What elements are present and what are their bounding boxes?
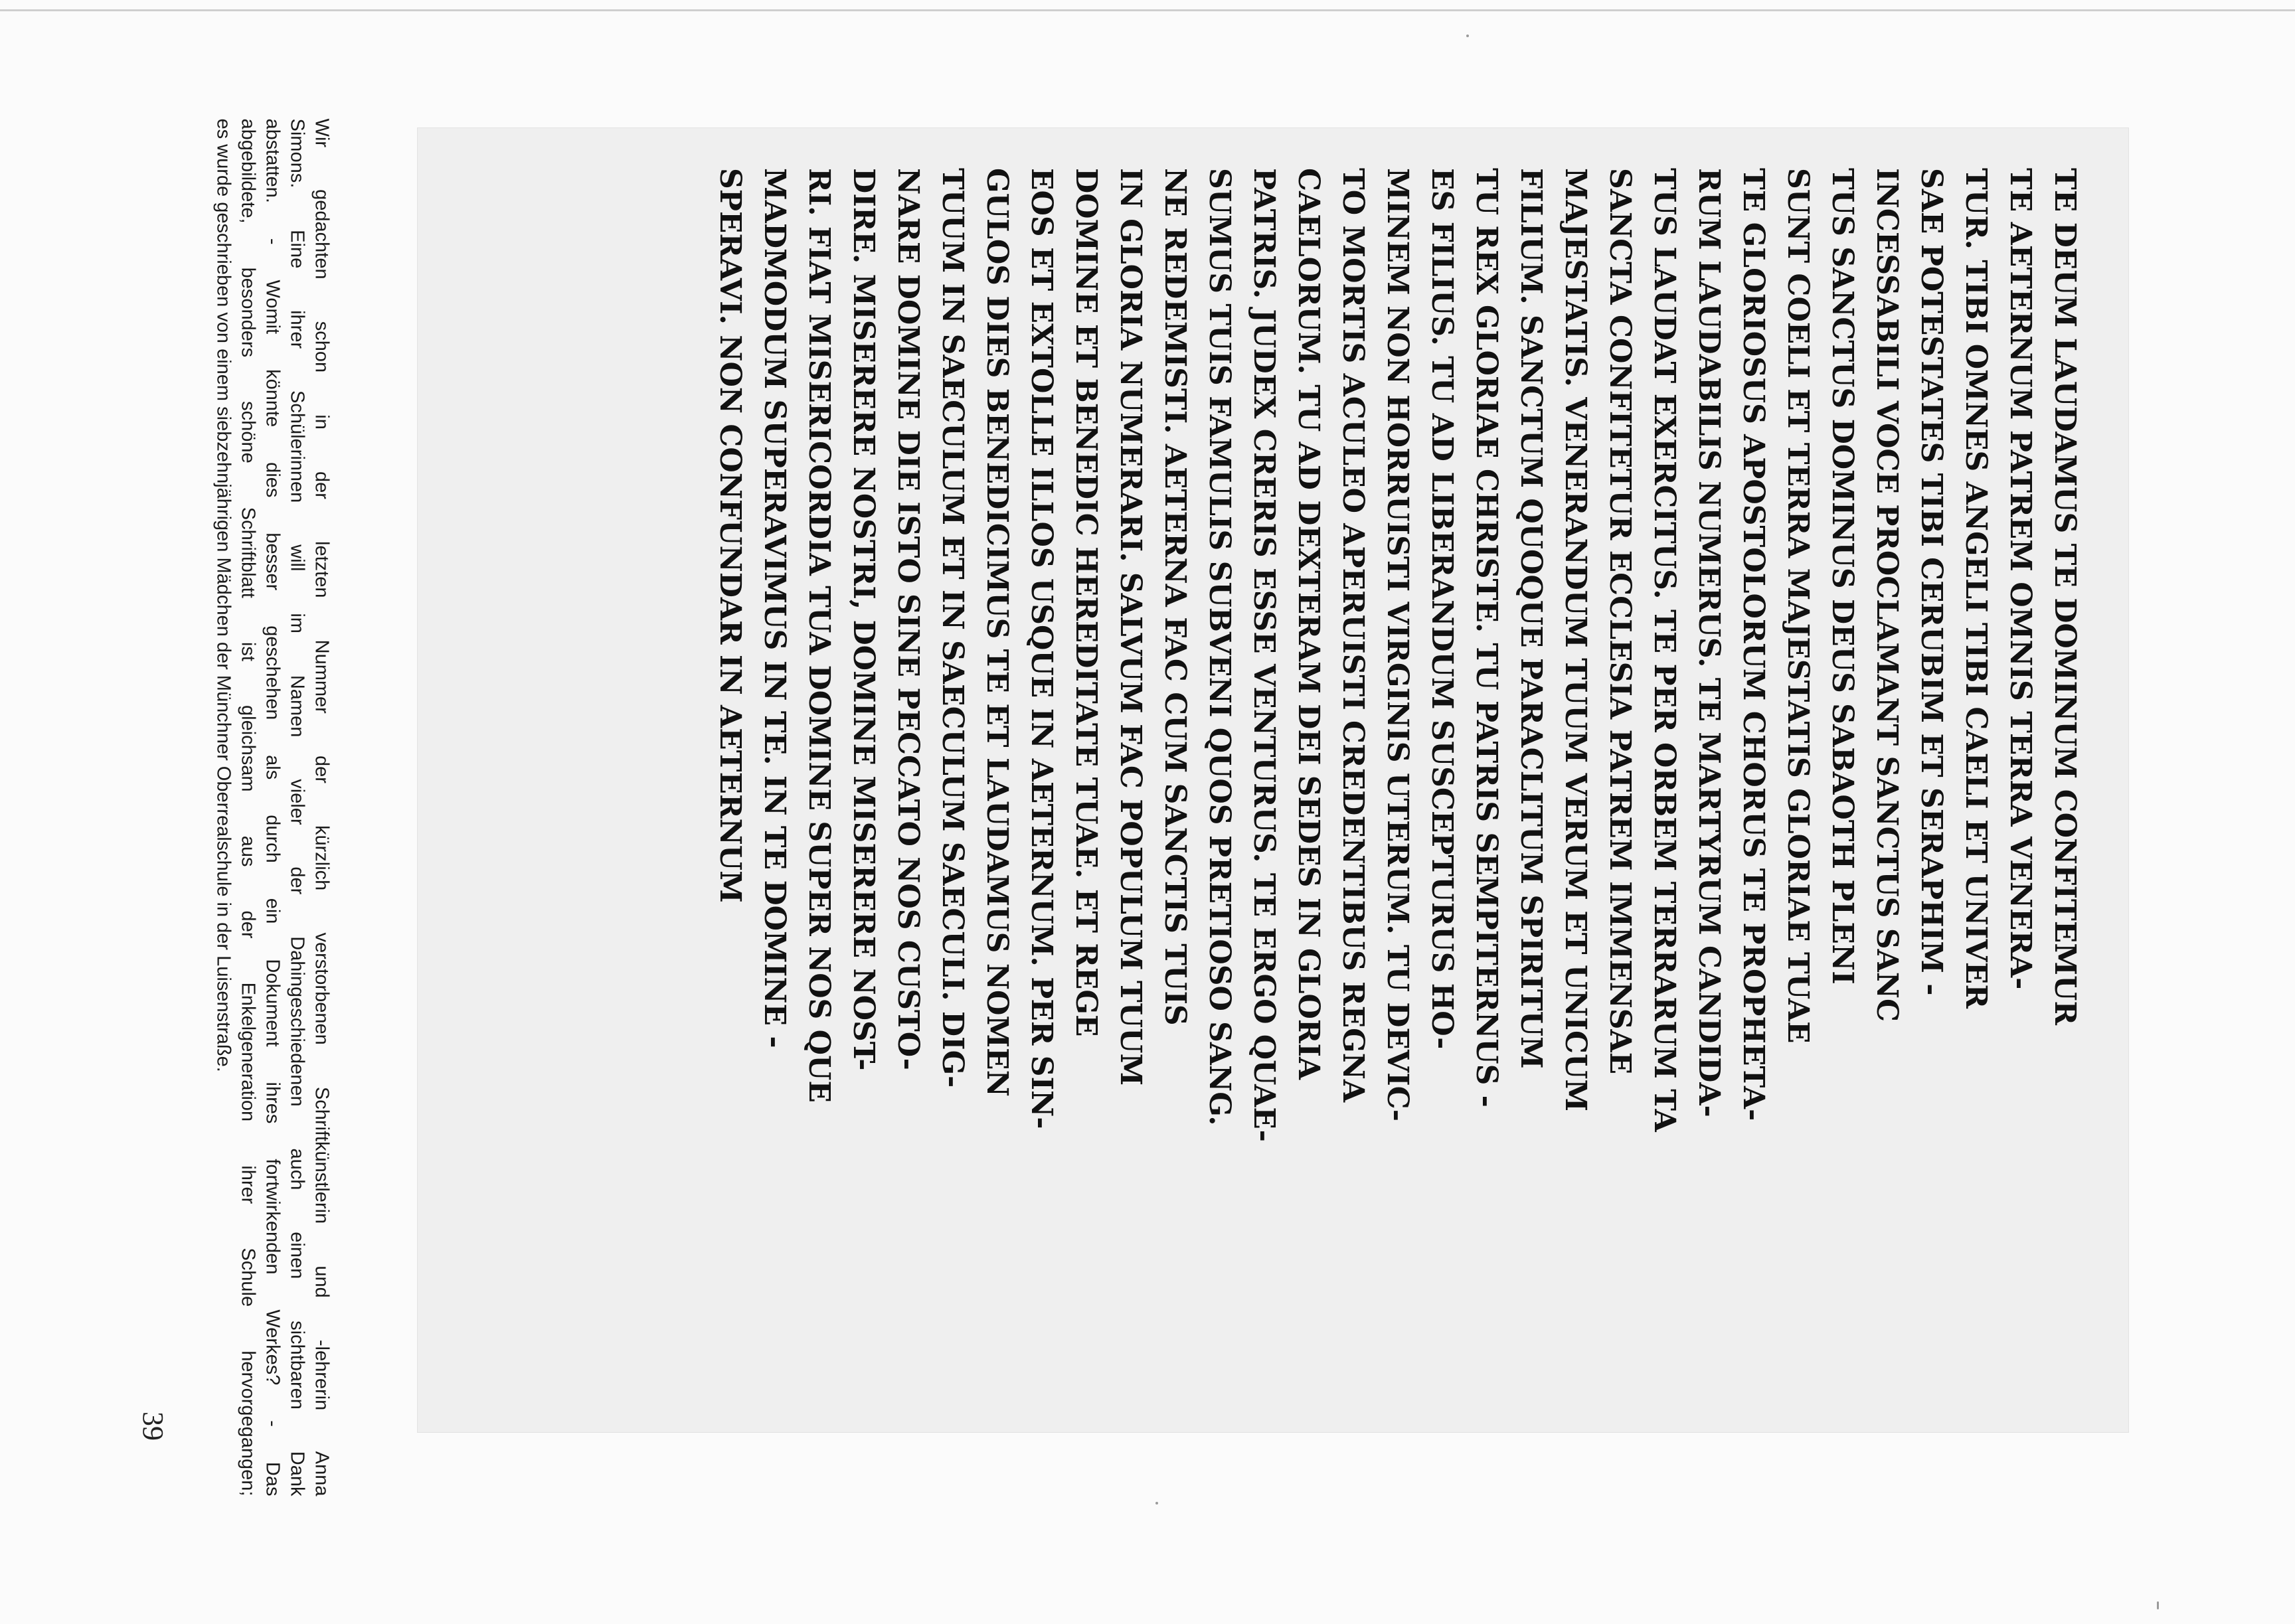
caption-text [208, 119, 334, 1497]
plate-line: GULOS DIES BENEDICIMUS TE ET LAUDAMUS NOMEN [980, 168, 1014, 1097]
plate-line: SPERAVI. NON CONFUNDAR IN AETERNUM [713, 168, 747, 903]
plate-line: DOMINE ET BENEDIC HEREDITATE TUAE. ET REGE [1069, 168, 1103, 1037]
caption-line: abgebildete, besonders schöne Schriftblatt ist gleichsam aus der Enkelgeneration ihrer Schule hervorgegangen; [237, 118, 259, 1497]
plate-line: INCESSABILI VOCE PROCLAMANT SANCTUS SANC [1870, 168, 1904, 1022]
plate-line: MAJESTATIS. VENERANDUM TUUM VERUM ET UNICUM [1559, 168, 1592, 1112]
plate-line: SUMUS TUIS FAMULIS SUBVENI QUOS PRETIOSO SANG. [1203, 168, 1236, 1126]
plate-line: TUS SANCTUS DOMINUS DEUS SABAOTH PLENI [1826, 168, 1859, 985]
plate-line: NE REDEMISTI. AETERNA FAC CUM SANCTIS TUIS [1158, 168, 1192, 1026]
plate-line: SUNT COELI ET TERRA MAJESTATIS GLORIAE TUAE [1781, 168, 1815, 1044]
caption-line: Wir gedachten schon in der letzten Nummer der kürzlich verstorbenen Schriftkünstlerin und -lehrerin Anna [311, 118, 333, 1497]
plate-line: TU REX GLORIAE CHRISTE. TU PATRIS SEMPITERNUS - [1470, 168, 1503, 1107]
plate-line: ES FILIUS. TU AD LIBERANDUM SUSCEPTURUS HO- [1425, 168, 1459, 1050]
plate-line: RI. FIAT MISERICORDIA TUA DOMINE SUPER NOS QUE [802, 168, 836, 1103]
plate-line: IN GLORIA NUMERARI. SALVUM FAC POPULUM TUUM [1114, 168, 1148, 1086]
plate-line: PATRIS. JUDEX CRERIS ESSE VENTURUS. TE ERGO QUAE- [1247, 168, 1281, 1142]
caption-line: abstatten. - Womit könnte dies besser geschehen als durch ein Dokument ihres fortwirkenden Werkes? - Das [262, 118, 284, 1497]
plate-line: FILIUM. SANCTUM QUOQUE PARACLITUM SPIRITUM [1514, 168, 1548, 1069]
plate-line: DIRE. MISERERE NOSTRI, DOMINE MISERERE NOST- [847, 168, 881, 1071]
plate-line: TUS LAUDAT EXERCITUS. TE PER ORBEM TERRARUM TA [1648, 168, 1681, 1132]
plate-line: SAE POTESTATES TIBI CERUBIM ET SERAPHIM - [1914, 168, 1948, 996]
dust-speck [2157, 1601, 2159, 1609]
plate-line: MINEM NON HORRUISTI VIRGINIS UTERUM. TU DEVIC- [1381, 168, 1414, 1121]
calligraphy-plate [417, 127, 2129, 1433]
dust-speck [1466, 35, 1469, 37]
plate-line: TE AETERNUM PATREM OMNIS TERRA VENERA- [2003, 168, 2037, 990]
page-number: 39 [137, 1412, 169, 1441]
plate-line: TUUM IN SAECULUM ET IN SAECULUM SAECULI. DIG- [936, 168, 970, 1088]
calligraphy-text [418, 128, 2128, 1432]
caption-line: Simons. Eine ihrer Schülerinnen will im Namen vieler der Dahingeschiedenen auch einen sichtbaren Dank [286, 118, 308, 1497]
plate-line: TE GLORIOSUS APOSTOLORUM CHORUS TE PROPHETA- [1737, 168, 1770, 1121]
plate-line: TO MORTIS ACULEO APERUISTI CREDENTIBUS REGNA [1336, 168, 1370, 1103]
plate-line: SANCTA CONFITETUR ECCLESIA PATREM IMMENSAE [1603, 168, 1637, 1075]
caption-line: es wurde geschrieben von einem siebzehnjährigen Mädchen der Münchner Oberrealschule in der Luisenstraße. [212, 118, 234, 1072]
plate-line: MADMODUM SUPERAVIMUS IN TE. IN TE DOMINE - [758, 168, 792, 1048]
plate-line: TUR. TIBI OMNES ANGELI TIBI CAELI ET UNIVER [1959, 168, 1993, 1009]
page-top-edge [0, 9, 2295, 11]
plate-line: NARE DOMINE DIE ISTO SINE PECCATO NOS CUSTO- [891, 168, 925, 1070]
dust-speck [1155, 1502, 1158, 1504]
plate-line: CAELORUM. TU AD DEXTERAM DEI SEDES IN GLORIA [1292, 168, 1325, 1080]
plate-line: EOS ET EXTOLLE ILLOS USQUE IN AETERNUM. PER SIN- [1025, 168, 1059, 1129]
plate-line: TE DEUM LAUDAMUS TE DOMINUM CONFITEMUR [2048, 168, 2082, 1025]
plate-line: RUM LAUDABILIS NUMERUS. TE MARTYRUM CANDIDA- [1692, 168, 1726, 1117]
caption-block [207, 117, 333, 1498]
